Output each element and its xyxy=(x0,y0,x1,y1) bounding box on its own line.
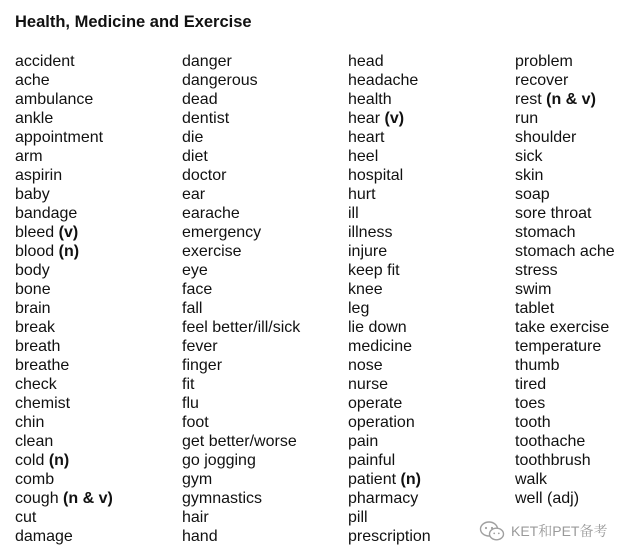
vocab-item xyxy=(15,299,113,318)
vocab-item xyxy=(348,71,431,90)
watermark xyxy=(479,519,607,543)
vocab-item xyxy=(182,318,300,337)
word-column-3 xyxy=(348,52,431,546)
vocab-item xyxy=(182,375,300,394)
vocab-item xyxy=(348,261,431,280)
vocab-word: hurt xyxy=(348,186,376,203)
vocab-item xyxy=(348,204,431,223)
vocab-item xyxy=(182,413,300,432)
vocab-item xyxy=(515,451,615,470)
vocab-item xyxy=(182,451,300,470)
vocab-word: nose xyxy=(348,357,383,374)
vocab-word: pharmacy xyxy=(348,490,419,507)
part-of-speech: (n) xyxy=(58,243,80,260)
part-of-speech: (n & v) xyxy=(63,490,113,507)
vocab-item xyxy=(515,166,615,185)
vocab-item xyxy=(515,337,615,356)
vocab-word: hospital xyxy=(348,167,404,184)
vocab-word: cut xyxy=(15,509,37,526)
part-of-speech: (n & v) xyxy=(546,91,596,108)
vocab-item xyxy=(515,280,615,299)
vocab-word: toothbrush xyxy=(515,452,591,469)
vocab-item xyxy=(515,261,615,280)
vocab-word: danger xyxy=(182,53,232,70)
vocab-item xyxy=(348,451,431,470)
vocab-item xyxy=(182,128,300,147)
wechat-icon xyxy=(479,520,505,542)
vocab-item xyxy=(15,508,113,527)
vocab-word: nurse xyxy=(348,376,389,393)
vocab-word: flu xyxy=(182,395,199,412)
vocab-item xyxy=(182,185,300,204)
vocab-item xyxy=(348,166,431,185)
vocab-word: hand xyxy=(182,528,218,545)
vocab-word: injure xyxy=(348,243,388,260)
vocab-word: doctor xyxy=(182,167,227,184)
vocab-word: heart xyxy=(348,129,385,146)
vocab-word: ambulance xyxy=(15,91,94,108)
vocab-item xyxy=(348,470,431,489)
vocab-item xyxy=(348,489,431,508)
vocab-word: operation xyxy=(348,414,415,431)
vocab-item xyxy=(15,527,113,546)
vocab-word: check xyxy=(15,376,57,393)
vocab-item xyxy=(182,147,300,166)
vocab-word: ache xyxy=(15,72,50,89)
vocab-word: stomach xyxy=(515,224,576,241)
vocab-item xyxy=(348,223,431,242)
vocab-word: breathe xyxy=(15,357,70,374)
vocab-item xyxy=(15,109,113,128)
vocab-item xyxy=(515,375,615,394)
vocab-word: tooth xyxy=(515,414,551,431)
vocab-word: sick xyxy=(515,148,543,165)
vocab-word: take exercise xyxy=(515,319,610,336)
vocab-word: face xyxy=(182,281,213,298)
vocab-word: arm xyxy=(15,148,43,165)
vocab-item xyxy=(348,90,431,109)
vocab-word: dentist xyxy=(182,110,230,127)
word-column-2 xyxy=(182,52,300,546)
vocab-word: clean xyxy=(15,433,54,450)
vocab-word: dead xyxy=(182,91,218,108)
vocab-item xyxy=(182,90,300,109)
vocab-word: blood xyxy=(15,243,55,260)
vocab-word: breath xyxy=(15,338,61,355)
vocab-item xyxy=(515,470,615,489)
page-title: Health, Medicine and Exercise xyxy=(15,13,252,31)
vocab-item xyxy=(15,394,113,413)
vocab-item xyxy=(182,242,300,261)
vocab-word: cold xyxy=(15,452,45,469)
vocab-item xyxy=(15,242,113,261)
vocab-word: dangerous xyxy=(182,72,258,89)
vocab-item xyxy=(15,147,113,166)
vocab-item xyxy=(515,356,615,375)
part-of-speech: (v) xyxy=(384,110,405,127)
vocab-word: tablet xyxy=(515,300,555,317)
vocab-item xyxy=(515,413,615,432)
vocab-word: recover xyxy=(515,72,569,89)
vocab-item xyxy=(182,432,300,451)
vocab-item xyxy=(348,356,431,375)
vocab-item xyxy=(182,223,300,242)
vocab-item xyxy=(182,71,300,90)
vocab-word: soap xyxy=(515,186,550,203)
vocab-word: leg xyxy=(348,300,370,317)
vocab-word: fit xyxy=(182,376,195,393)
vocab-item xyxy=(182,299,300,318)
vocab-word: brain xyxy=(15,300,51,317)
vocab-word: toothache xyxy=(515,433,586,450)
vocab-item xyxy=(182,470,300,489)
vocab-item xyxy=(515,147,615,166)
vocab-item xyxy=(15,261,113,280)
vocab-item xyxy=(182,508,300,527)
vocab-word: run xyxy=(515,110,539,127)
vocab-word: fever xyxy=(182,338,218,355)
vocab-item xyxy=(15,223,113,242)
vocab-word: swim xyxy=(515,281,552,298)
vocab-item xyxy=(515,242,615,261)
vocab-item xyxy=(348,128,431,147)
vocab-item xyxy=(348,508,431,527)
vocab-item xyxy=(15,489,113,508)
vocab-word: thumb xyxy=(515,357,560,374)
vocab-item xyxy=(15,166,113,185)
vocab-word: break xyxy=(15,319,56,336)
vocab-word: head xyxy=(348,53,384,70)
vocab-item xyxy=(15,375,113,394)
vocab-word: temperature xyxy=(515,338,602,355)
vocab-word: medicine xyxy=(348,338,413,355)
vocab-word: emergency xyxy=(182,224,262,241)
vocab-word: pain xyxy=(348,433,379,450)
vocab-item xyxy=(182,394,300,413)
vocab-word: headache xyxy=(348,72,419,89)
vocab-item xyxy=(15,451,113,470)
vocab-item xyxy=(348,394,431,413)
vocab-item xyxy=(15,71,113,90)
vocab-item xyxy=(348,147,431,166)
vocab-word: ear xyxy=(182,186,206,203)
vocab-word: shoulder xyxy=(515,129,577,146)
part-of-speech: (n) xyxy=(400,471,421,488)
vocab-item xyxy=(15,204,113,223)
vocab-item xyxy=(15,413,113,432)
vocab-item xyxy=(348,413,431,432)
vocab-word: patient xyxy=(348,471,397,488)
vocab-word: stomach ache xyxy=(515,243,615,260)
vocab-item xyxy=(348,109,431,128)
vocab-item xyxy=(515,185,615,204)
vocab-word: tired xyxy=(515,376,547,393)
vocab-word: lie down xyxy=(348,319,407,336)
vocab-word: chin xyxy=(15,414,45,431)
vocab-item xyxy=(182,261,300,280)
vocab-word: fall xyxy=(182,300,203,317)
vocab-word: foot xyxy=(182,414,209,431)
vocab-word: heel xyxy=(348,148,379,165)
vocab-word: diet xyxy=(182,148,208,165)
vocab-item xyxy=(515,318,615,337)
vocab-word: illness xyxy=(348,224,393,241)
vocab-item xyxy=(348,280,431,299)
vocab-item xyxy=(15,470,113,489)
vocab-word: stress xyxy=(515,262,558,279)
vocab-item xyxy=(15,337,113,356)
vocab-word: feel better/ill/sick xyxy=(182,319,301,336)
vocab-word: knee xyxy=(348,281,383,298)
vocab-word: gymnastics xyxy=(182,490,263,507)
vocab-word: ill xyxy=(348,205,359,222)
vocab-item xyxy=(182,109,300,128)
vocab-item xyxy=(515,489,615,508)
vocab-word: painful xyxy=(348,452,396,469)
vocab-word: toes xyxy=(515,395,546,412)
vocab-word: hair xyxy=(182,509,209,526)
vocab-item xyxy=(182,337,300,356)
vocab-item xyxy=(348,52,431,71)
vocab-word: eye xyxy=(182,262,208,279)
vocab-item xyxy=(15,185,113,204)
vocab-word: go jogging xyxy=(182,452,256,469)
vocab-item xyxy=(182,527,300,546)
vocab-word: well (adj) xyxy=(515,490,580,507)
vocab-item xyxy=(182,356,300,375)
vocab-word: get better/worse xyxy=(182,433,297,450)
vocab-item xyxy=(15,90,113,109)
part-of-speech: (n) xyxy=(48,452,70,469)
vocab-word: walk xyxy=(515,471,548,488)
vocab-word: prescription xyxy=(348,528,431,545)
vocab-word: damage xyxy=(15,528,73,545)
word-column-1 xyxy=(15,52,113,546)
vocab-item xyxy=(515,223,615,242)
vocab-word: keep fit xyxy=(348,262,400,279)
vocab-word: cough xyxy=(15,490,59,507)
vocab-item xyxy=(348,242,431,261)
part-of-speech: (v) xyxy=(58,224,79,241)
vocab-word: bleed xyxy=(15,224,55,241)
vocab-word: sore throat xyxy=(515,205,592,222)
word-column-4 xyxy=(515,52,615,508)
vocab-word: ankle xyxy=(15,110,54,127)
vocab-item xyxy=(348,185,431,204)
vocab-word: bone xyxy=(15,281,51,298)
vocab-word: hear xyxy=(348,110,381,127)
vocab-word: rest xyxy=(515,91,542,108)
vocab-word: chemist xyxy=(15,395,71,412)
vocab-word: gym xyxy=(182,471,213,488)
vocab-item xyxy=(182,52,300,71)
vocab-item xyxy=(15,432,113,451)
vocab-item xyxy=(182,166,300,185)
vocab-word: skin xyxy=(515,167,544,184)
vocab-item xyxy=(15,356,113,375)
vocab-word: problem xyxy=(515,53,573,70)
vocab-word: accident xyxy=(15,53,75,70)
vocab-item xyxy=(515,90,615,109)
vocab-word: pill xyxy=(348,509,368,526)
vocab-item xyxy=(348,432,431,451)
vocab-word: health xyxy=(348,91,392,108)
vocab-item xyxy=(348,337,431,356)
vocab-item xyxy=(182,489,300,508)
vocab-item xyxy=(348,318,431,337)
vocab-word: baby xyxy=(15,186,50,203)
vocab-item xyxy=(515,71,615,90)
vocab-item xyxy=(515,52,615,71)
vocab-item xyxy=(515,394,615,413)
vocab-item xyxy=(348,527,431,546)
vocab-word: body xyxy=(15,262,50,279)
vocab-word: exercise xyxy=(182,243,242,260)
vocab-item xyxy=(15,280,113,299)
watermark-text: KET和PET备考 xyxy=(511,523,608,539)
vocab-item xyxy=(515,204,615,223)
vocab-item xyxy=(515,432,615,451)
vocab-word: die xyxy=(182,129,204,146)
vocab-word: appointment xyxy=(15,129,104,146)
vocab-word: aspirin xyxy=(15,167,63,184)
vocab-item xyxy=(15,318,113,337)
vocab-item xyxy=(15,128,113,147)
vocab-word: operate xyxy=(348,395,403,412)
vocab-item xyxy=(515,109,615,128)
vocab-item xyxy=(515,299,615,318)
vocab-item xyxy=(348,375,431,394)
vocab-word: earache xyxy=(182,205,240,222)
vocab-item xyxy=(348,299,431,318)
vocab-word: bandage xyxy=(15,205,78,222)
vocab-item xyxy=(182,204,300,223)
vocab-item xyxy=(515,128,615,147)
vocab-item xyxy=(15,52,113,71)
vocab-word: finger xyxy=(182,357,223,374)
vocab-item xyxy=(182,280,300,299)
vocab-word: comb xyxy=(15,471,55,488)
